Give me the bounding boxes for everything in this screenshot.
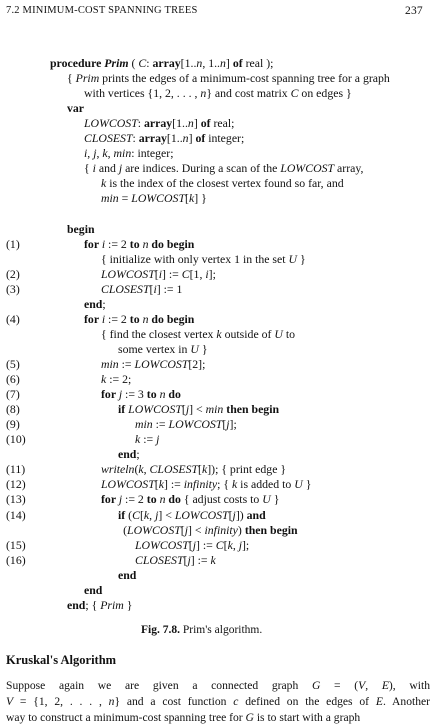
text-run: , xyxy=(87,146,94,161)
text-run: outside of xyxy=(221,326,275,341)
text-run: j xyxy=(192,537,196,552)
text-run: k xyxy=(143,507,150,522)
text-run: : xyxy=(137,116,144,131)
paragraph-line xyxy=(6,710,430,726)
text-run: with vertices {1, 2, . . . , xyxy=(84,86,201,101)
line-number: (2) xyxy=(6,266,20,281)
code-line xyxy=(84,161,363,176)
text-run: := xyxy=(118,357,135,371)
code-line xyxy=(67,222,95,237)
text-run: . Another xyxy=(382,695,431,708)
text-run: i xyxy=(205,266,209,281)
code-line xyxy=(135,553,216,568)
text-run: n xyxy=(187,116,194,131)
text-run: j xyxy=(118,161,123,176)
code-line xyxy=(135,538,249,553)
text-run: n xyxy=(196,56,203,70)
text-run: } and cost matrix xyxy=(206,86,291,101)
text-run: n xyxy=(159,387,166,402)
paragraph-line xyxy=(6,678,430,694)
text-run: n xyxy=(142,236,149,251)
line-number: (7) xyxy=(6,387,20,402)
text-run: } xyxy=(123,597,133,612)
text-run: n xyxy=(159,492,166,507)
text-run: j xyxy=(238,537,242,552)
code-line xyxy=(123,523,298,538)
text-run: } xyxy=(270,492,280,507)
text-run: } xyxy=(198,341,208,356)
text-run: { xyxy=(84,161,93,176)
text-run: C xyxy=(138,56,147,70)
text-run: ; xyxy=(136,447,140,462)
text-run: [1.. xyxy=(172,116,188,131)
text-run: , xyxy=(149,507,156,522)
text-run: } xyxy=(297,251,306,266)
text-run: : xyxy=(146,56,153,70)
text-run: CLOSEST xyxy=(101,281,150,296)
text-run: min xyxy=(205,402,224,417)
text-run: min xyxy=(101,191,119,206)
text-run: to xyxy=(129,236,143,251)
code-line xyxy=(101,462,286,477)
text-run: ]; xyxy=(208,266,216,281)
text-run: LOWCOST xyxy=(127,522,181,537)
text-run: LOWCOST xyxy=(101,477,155,492)
text-run: array xyxy=(138,131,167,146)
text-run: end xyxy=(84,582,103,597)
code-line xyxy=(84,237,194,252)
text-run: ; { xyxy=(217,477,232,492)
text-run: infinity xyxy=(183,477,218,492)
text-run: Prim xyxy=(75,71,100,86)
text-run: := 2 xyxy=(105,236,130,251)
text-run: [ xyxy=(228,507,233,522)
code-line xyxy=(101,357,205,372)
line-number: (12) xyxy=(6,477,26,492)
text-run: k xyxy=(138,462,144,477)
text-run: ] xyxy=(188,131,196,146)
text-run: end xyxy=(118,447,137,462)
text-run: [ xyxy=(154,266,159,281)
text-run: U xyxy=(274,326,283,341)
text-run: := xyxy=(140,432,157,447)
code-line xyxy=(84,116,234,131)
text-run: min xyxy=(113,146,132,161)
line-number: (1) xyxy=(6,236,20,251)
text-run: : xyxy=(132,131,139,146)
text-run: j xyxy=(155,507,159,522)
line-number: (13) xyxy=(6,492,26,507)
text-run: of xyxy=(200,116,211,131)
text-run: on edges } xyxy=(298,86,352,101)
text-run: LOWCOST xyxy=(134,357,189,371)
text-run: i xyxy=(101,311,106,326)
text-run: , xyxy=(107,146,114,161)
code-line xyxy=(101,252,306,267)
text-run: U xyxy=(262,492,271,507)
text-run: k xyxy=(227,537,233,552)
section-title: Kruskal's Algorithm xyxy=(6,653,117,667)
text-run: LOWCOST xyxy=(174,507,229,522)
code-line xyxy=(135,432,159,447)
code-line xyxy=(50,56,273,71)
text-run: real; xyxy=(210,116,235,131)
text-run: n xyxy=(108,695,115,708)
text-run: ] < xyxy=(188,522,205,537)
line-number: (6) xyxy=(6,372,20,387)
text-run: LOWCOST xyxy=(131,191,186,206)
text-run: to xyxy=(282,326,296,341)
text-run: ] xyxy=(193,116,201,131)
text-run: C xyxy=(290,86,299,101)
text-run: ( xyxy=(134,462,139,477)
text-run: [2]; xyxy=(188,357,206,371)
text-run: if xyxy=(118,402,129,417)
line-number: (8) xyxy=(6,402,20,417)
text-run: [ xyxy=(198,462,202,477)
text-run: [ xyxy=(183,552,188,567)
text-run: U xyxy=(190,341,199,356)
text-run: j xyxy=(118,492,123,507)
text-run: [ xyxy=(149,281,154,296)
text-run: to xyxy=(146,492,160,507)
text-run: ( xyxy=(128,507,133,522)
page-number: 237 xyxy=(405,5,423,17)
text-run: ] := xyxy=(190,552,211,567)
text-run: , xyxy=(232,537,239,552)
text-run: LOWCOST xyxy=(101,266,155,281)
text-run: C xyxy=(215,537,224,552)
text-run: min xyxy=(135,417,153,432)
text-run: and xyxy=(246,507,266,522)
text-run: [ xyxy=(154,477,159,492)
text-run: [1.. xyxy=(180,56,197,70)
text-run: for xyxy=(101,492,119,507)
text-run: ]); { print edge } xyxy=(207,462,287,477)
text-run: ] := xyxy=(163,477,184,492)
text-run: LOWCOST xyxy=(168,417,223,432)
code-line xyxy=(84,297,106,312)
text-run: { adjust costs to xyxy=(183,492,263,507)
text-run: k xyxy=(135,432,141,447)
text-run: of xyxy=(195,131,206,146)
text-run: CLOSEST xyxy=(135,552,184,567)
text-run: C xyxy=(181,266,190,281)
text-run: some vertex in xyxy=(118,341,191,356)
text-run: ] < xyxy=(189,402,206,417)
text-run: G xyxy=(245,711,254,724)
text-run: procedure xyxy=(50,56,105,70)
figure-label: Fig. 7.8. xyxy=(141,624,180,636)
text-run: } and a cost function xyxy=(114,695,234,708)
code-line xyxy=(101,282,182,297)
text-run: integer; xyxy=(205,131,245,146)
text-run: ( xyxy=(128,56,139,70)
code-line xyxy=(84,312,194,327)
text-run: = ( xyxy=(320,679,359,692)
text-run: begin xyxy=(67,221,95,236)
text-run: CLOSEST xyxy=(149,462,199,477)
line-number: (15) xyxy=(6,537,26,552)
text-run: [1, xyxy=(189,266,206,281)
text-run: [ xyxy=(222,417,227,432)
text-run: , xyxy=(365,679,382,692)
code-line xyxy=(101,267,216,282)
text-run: ; { xyxy=(85,597,101,612)
text-run: Prim xyxy=(100,597,124,612)
text-run: { initialize with only vertex 1 in the set xyxy=(101,251,289,266)
code-line xyxy=(118,402,279,417)
text-run: U xyxy=(294,477,303,492)
text-run: ) xyxy=(237,522,245,537)
paragraph-line xyxy=(6,694,430,710)
text-run: CLOSEST xyxy=(84,131,133,146)
text-run: j xyxy=(93,146,97,161)
code-line xyxy=(118,568,136,583)
text-run: end xyxy=(118,567,137,582)
text-run: Prim xyxy=(104,56,129,70)
text-run: n xyxy=(182,131,189,146)
text-run: ] := xyxy=(161,266,182,281)
text-run: j xyxy=(156,432,160,447)
code-line xyxy=(101,176,344,191)
line-number: (5) xyxy=(6,357,20,371)
text-run: infinity xyxy=(204,522,238,537)
text-run: := 2 xyxy=(122,492,147,507)
code-line xyxy=(101,327,295,342)
text-run: [ xyxy=(181,402,186,417)
code-line xyxy=(84,86,352,101)
text-run: c xyxy=(233,695,239,708)
text-run: if xyxy=(118,507,129,522)
text-run: [ xyxy=(139,507,144,522)
text-run: j xyxy=(184,522,189,537)
text-run: and xyxy=(95,161,119,176)
running-header-section: 7.2 MINIMUM-COST SPANNING TREES xyxy=(6,5,198,16)
code-line xyxy=(101,191,207,206)
text-run: := 3 xyxy=(122,387,147,402)
text-run: way to construct a minimum-cost spanning tree for xyxy=(6,711,246,724)
text-run: k xyxy=(216,326,222,341)
text-run: i xyxy=(158,266,162,281)
code-line xyxy=(101,387,181,402)
code-line xyxy=(67,598,132,613)
code-line xyxy=(101,372,131,387)
code-line xyxy=(84,146,174,161)
text-run: ]; xyxy=(242,537,250,552)
code-line xyxy=(101,477,311,492)
text-run: LOWCOST xyxy=(280,161,335,176)
text-run: ), with xyxy=(388,679,430,692)
text-run: V xyxy=(358,679,366,692)
text-run: i xyxy=(153,281,157,296)
text-run: [ xyxy=(188,537,193,552)
text-run: j xyxy=(118,387,123,402)
text-run: n xyxy=(220,56,226,70)
text-run: C xyxy=(132,507,140,522)
text-run: E xyxy=(375,695,383,708)
text-run: then begin xyxy=(244,522,298,537)
text-run: ] < xyxy=(158,507,175,522)
text-run: k xyxy=(101,176,107,191)
text-run: n xyxy=(142,311,149,326)
text-run: k xyxy=(101,372,107,387)
text-run: array xyxy=(152,56,181,70)
text-run: n xyxy=(200,86,207,101)
text-run: array, xyxy=(334,161,364,176)
text-run: [ xyxy=(180,522,185,537)
text-run: = xyxy=(118,191,132,206)
text-run: := xyxy=(152,417,169,432)
text-run: min xyxy=(101,357,119,371)
text-run: writeln xyxy=(101,462,135,477)
text-run: for xyxy=(84,236,102,251)
text-run: ( xyxy=(123,522,128,537)
text-run: var xyxy=(67,101,85,116)
text-run: do xyxy=(165,387,181,402)
text-run: do begin xyxy=(148,311,195,326)
text-run: Suppose again we are given a connected graph xyxy=(6,679,312,692)
text-run: defined on the edges of xyxy=(238,695,376,708)
text-run: ]; xyxy=(229,417,237,432)
line-number: (11) xyxy=(6,462,26,477)
text-run: , xyxy=(143,462,150,477)
text-run: E xyxy=(381,679,389,692)
text-run: j xyxy=(187,552,191,567)
line-number: (9) xyxy=(6,417,20,432)
text-run: end xyxy=(84,296,103,311)
text-run: j xyxy=(185,402,190,417)
text-run: ; xyxy=(102,296,106,311)
text-run: LOWCOST xyxy=(84,116,138,131)
figure-caption-text: Prim's algorithm. xyxy=(179,624,263,636)
text-run: to xyxy=(146,387,160,402)
text-run: := 2; xyxy=(106,372,132,387)
text-run: is the index of the closest vertex found so far, and xyxy=(106,176,344,191)
code-line xyxy=(67,71,390,86)
text-run: is added to xyxy=(237,477,295,492)
code-line xyxy=(118,447,140,462)
line-number: (10) xyxy=(6,432,26,447)
text-run: ] := 1 xyxy=(156,281,183,296)
text-run: := 2 xyxy=(105,311,130,326)
text-run: real ); xyxy=(242,56,274,70)
text-run: [1.. xyxy=(166,131,183,146)
text-run: prints the edges of a minimum-cost spanning tree for a graph xyxy=(99,71,390,86)
text-run: of xyxy=(232,56,243,70)
text-run: for xyxy=(84,311,102,326)
text-run: are indices. During a scan of the xyxy=(122,161,281,176)
line-number: (4) xyxy=(6,311,20,326)
text-run: LOWCOST xyxy=(135,537,189,552)
code-line xyxy=(135,417,237,432)
text-run: i xyxy=(84,146,88,161)
text-run: i xyxy=(92,161,96,176)
code-line xyxy=(118,342,208,357)
text-run: ] := xyxy=(195,537,216,552)
text-run: = {1, 2, . . . , xyxy=(13,695,109,708)
text-run: to xyxy=(129,311,143,326)
text-run: ]) xyxy=(235,507,247,522)
line-number: (16) xyxy=(6,552,26,567)
line-number: (14) xyxy=(6,507,26,522)
text-run: G xyxy=(311,679,321,692)
text-run: { find the closest vertex xyxy=(101,326,217,341)
code-line xyxy=(84,583,102,598)
text-run: ] } xyxy=(194,191,207,206)
text-run: array xyxy=(144,116,173,131)
text-run: , xyxy=(96,146,103,161)
text-run: i xyxy=(101,236,106,251)
text-run: k xyxy=(188,191,195,206)
text-run: for xyxy=(101,387,119,402)
text-run: do xyxy=(165,492,184,507)
line-number: (3) xyxy=(6,281,20,296)
text-run: j xyxy=(232,507,236,522)
text-run: k xyxy=(231,477,238,492)
text-run: ] xyxy=(225,56,233,70)
text-run: V xyxy=(6,695,14,708)
text-run: k xyxy=(210,552,216,567)
text-run: do begin xyxy=(148,236,195,251)
code-line xyxy=(118,508,266,523)
text-run: end xyxy=(67,597,86,612)
code-line xyxy=(84,131,244,146)
text-run: then begin xyxy=(223,402,280,417)
figure-caption xyxy=(141,624,262,636)
text-run: { xyxy=(67,71,76,86)
text-run: k xyxy=(158,477,164,492)
text-run: [ xyxy=(185,191,189,206)
code-line xyxy=(67,101,84,116)
text-run: } xyxy=(302,477,312,492)
text-run: j xyxy=(226,417,230,432)
text-run: is to start with a graph xyxy=(253,711,361,724)
text-run: k xyxy=(201,462,208,477)
text-run: [ xyxy=(223,537,228,552)
text-run: U xyxy=(288,251,298,266)
text-run: , 1.. xyxy=(202,56,221,70)
text-run: k xyxy=(102,146,108,161)
text-run: : integer; xyxy=(131,146,174,161)
text-run: LOWCOST xyxy=(128,402,182,417)
code-line xyxy=(101,492,279,507)
